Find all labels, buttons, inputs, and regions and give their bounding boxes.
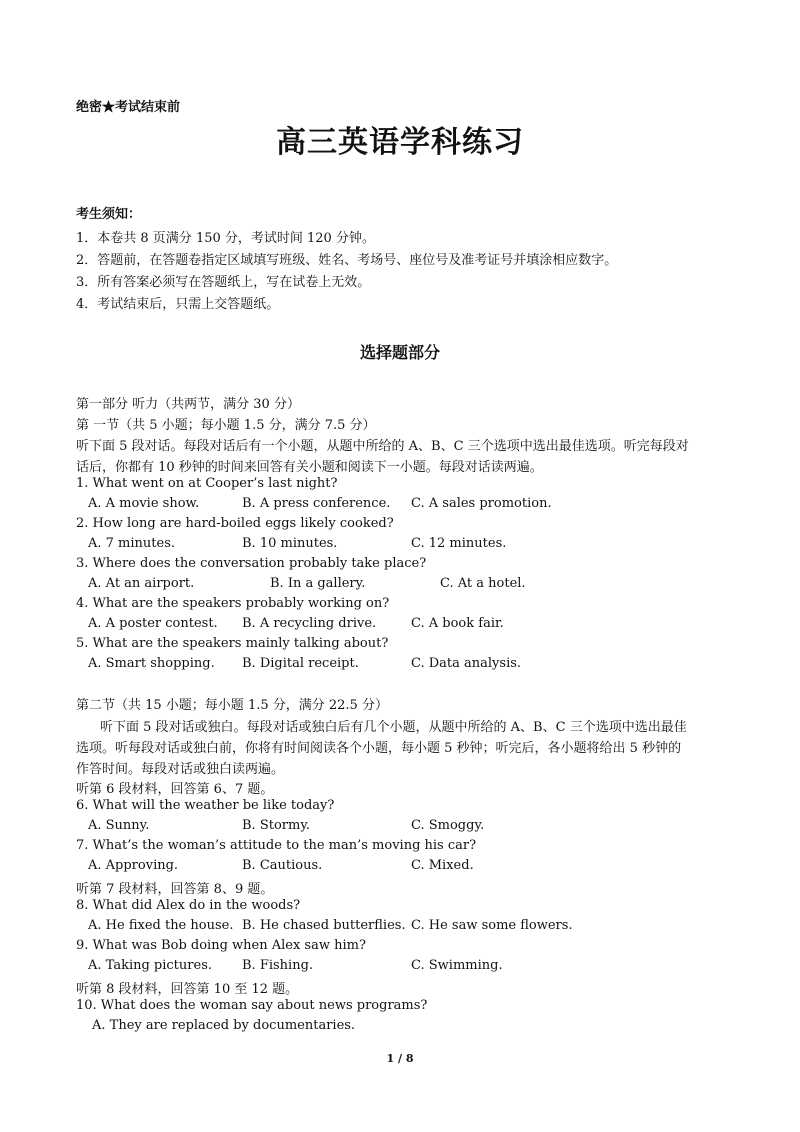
option-a: A. A movie show. (88, 496, 200, 511)
option-b: B. 10 minutes. (242, 536, 338, 551)
option-b: B. Fishing. (242, 958, 314, 973)
instructions: 话后，你都有 10 秒钟的时间来回答有关小题和阅读下一小题。每段对话读两遍。 (76, 460, 543, 475)
option-a: A. Sunny. (88, 818, 150, 833)
option-a: A. 7 minutes. (88, 536, 176, 551)
notice-heading: 考生须知： (76, 207, 142, 222)
option-a: A. Smart shopping. (88, 656, 215, 671)
option-b: B. Cautious. (242, 858, 323, 873)
option-b: B. A recycling drive. (242, 616, 377, 631)
option-b: B. He chased butterflies. (242, 918, 406, 933)
page-title: 高三英语学科练习 (276, 125, 524, 160)
option-a: A. He fixed the house. (88, 918, 234, 933)
confidential-label: 绝密★考试结束前 (76, 100, 181, 115)
option-a: A. At an airport. (88, 576, 195, 591)
option-a: A. A poster contest. (88, 616, 218, 631)
notice-item: 2．答题前，在答题卷指定区域填写班级、姓名、考场号、座位号及准考证号并填涂相应数字。 (76, 253, 618, 268)
question: 9. What was Bob doing when Alex saw him? (76, 938, 366, 953)
option-b: B. Stormy. (242, 818, 311, 833)
notice-item: 4．考试结束后，只需上交答题纸。 (76, 297, 280, 312)
section-heading: 第二节（共 15 小题；每小题 1.5 分，满分 22.5 分） (76, 698, 388, 713)
option-b: B. A press conference. (242, 496, 391, 511)
notice-item: 3．所有答案必须写在答题纸上，写在试卷上无效。 (76, 275, 371, 290)
question: 8. What did Alex do in the woods? (76, 898, 301, 913)
instructions: 作答时间。每段对话或独白读两遍。 (76, 762, 285, 777)
question: 4. What are the speakers probably working on? (76, 596, 390, 611)
instructions: 听下面 5 段对话。每段对话后有一个小题，从题中所给的 A、B、C 三个选项中选出最佳选项。听完每段对 (76, 439, 689, 454)
notice-item: 1．本卷共 8 页满分 150 分，考试时间 120 分钟。 (76, 231, 375, 246)
option-a: A. Taking pictures. (88, 958, 212, 973)
option-c: C. A book fair. (411, 616, 504, 631)
question: 7. What’s the woman’s attitude to the man’s moving his car? (76, 838, 477, 853)
instructions: 选项。听每段对话或独白前，你将有时间阅读各个小题，每小题 5 秒钟；听完后，各小题将给出 5 秒钟的 (76, 741, 682, 756)
option-c: C. 12 minutes. (411, 536, 507, 551)
material-heading: 听第 7 段材料，回答第 8、9 题。 (76, 882, 274, 897)
option-c: C. A sales promotion. (411, 496, 552, 511)
option-c: C. Smoggy. (411, 818, 485, 833)
question: 10. What does the woman say about news programs? (76, 998, 428, 1013)
option-c: C. At a hotel. (440, 576, 526, 591)
section-heading: 第 一节（共 5 小题；每小题 1.5 分，满分 7.5 分） (76, 418, 376, 433)
question: 6. What will the weather be like today? (76, 798, 335, 813)
option-a: A. Approving. (88, 858, 179, 873)
question: 2. How long are hard-boiled eggs likely cooked? (76, 516, 394, 531)
option-c: C. He saw some flowers. (411, 918, 573, 933)
part-heading: 第一部分 听力（共两节，满分 30 分） (76, 397, 300, 412)
material-heading: 听第 6 段材料，回答第 6、7 题。 (76, 782, 274, 797)
question: 5. What are the speakers mainly talking about? (76, 636, 389, 651)
question: 3. Where does the conversation probably take place? (76, 556, 427, 571)
option-b: B. In a gallery. (270, 576, 366, 591)
option-b: B. Digital receipt. (242, 656, 359, 671)
page-number: 1 / 8 (386, 1052, 414, 1065)
instructions: 听下面 5 段对话或独白。每段对话或独白后有几个小题，从题中所给的 A、B、C 三个选项中选出最佳 (100, 720, 687, 735)
option-c: C. Data analysis. (411, 656, 522, 671)
option-a: A. They are replaced by documentaries. (92, 1018, 356, 1033)
section-title: 选择题部分 (359, 343, 440, 362)
question: 1. What went on at Cooper’s last night? (76, 476, 338, 491)
option-c: C. Swimming. (411, 958, 503, 973)
option-c: C. Mixed. (411, 858, 474, 873)
material-heading: 听第 8 段材料，回答第 10 至 12 题。 (76, 982, 299, 997)
